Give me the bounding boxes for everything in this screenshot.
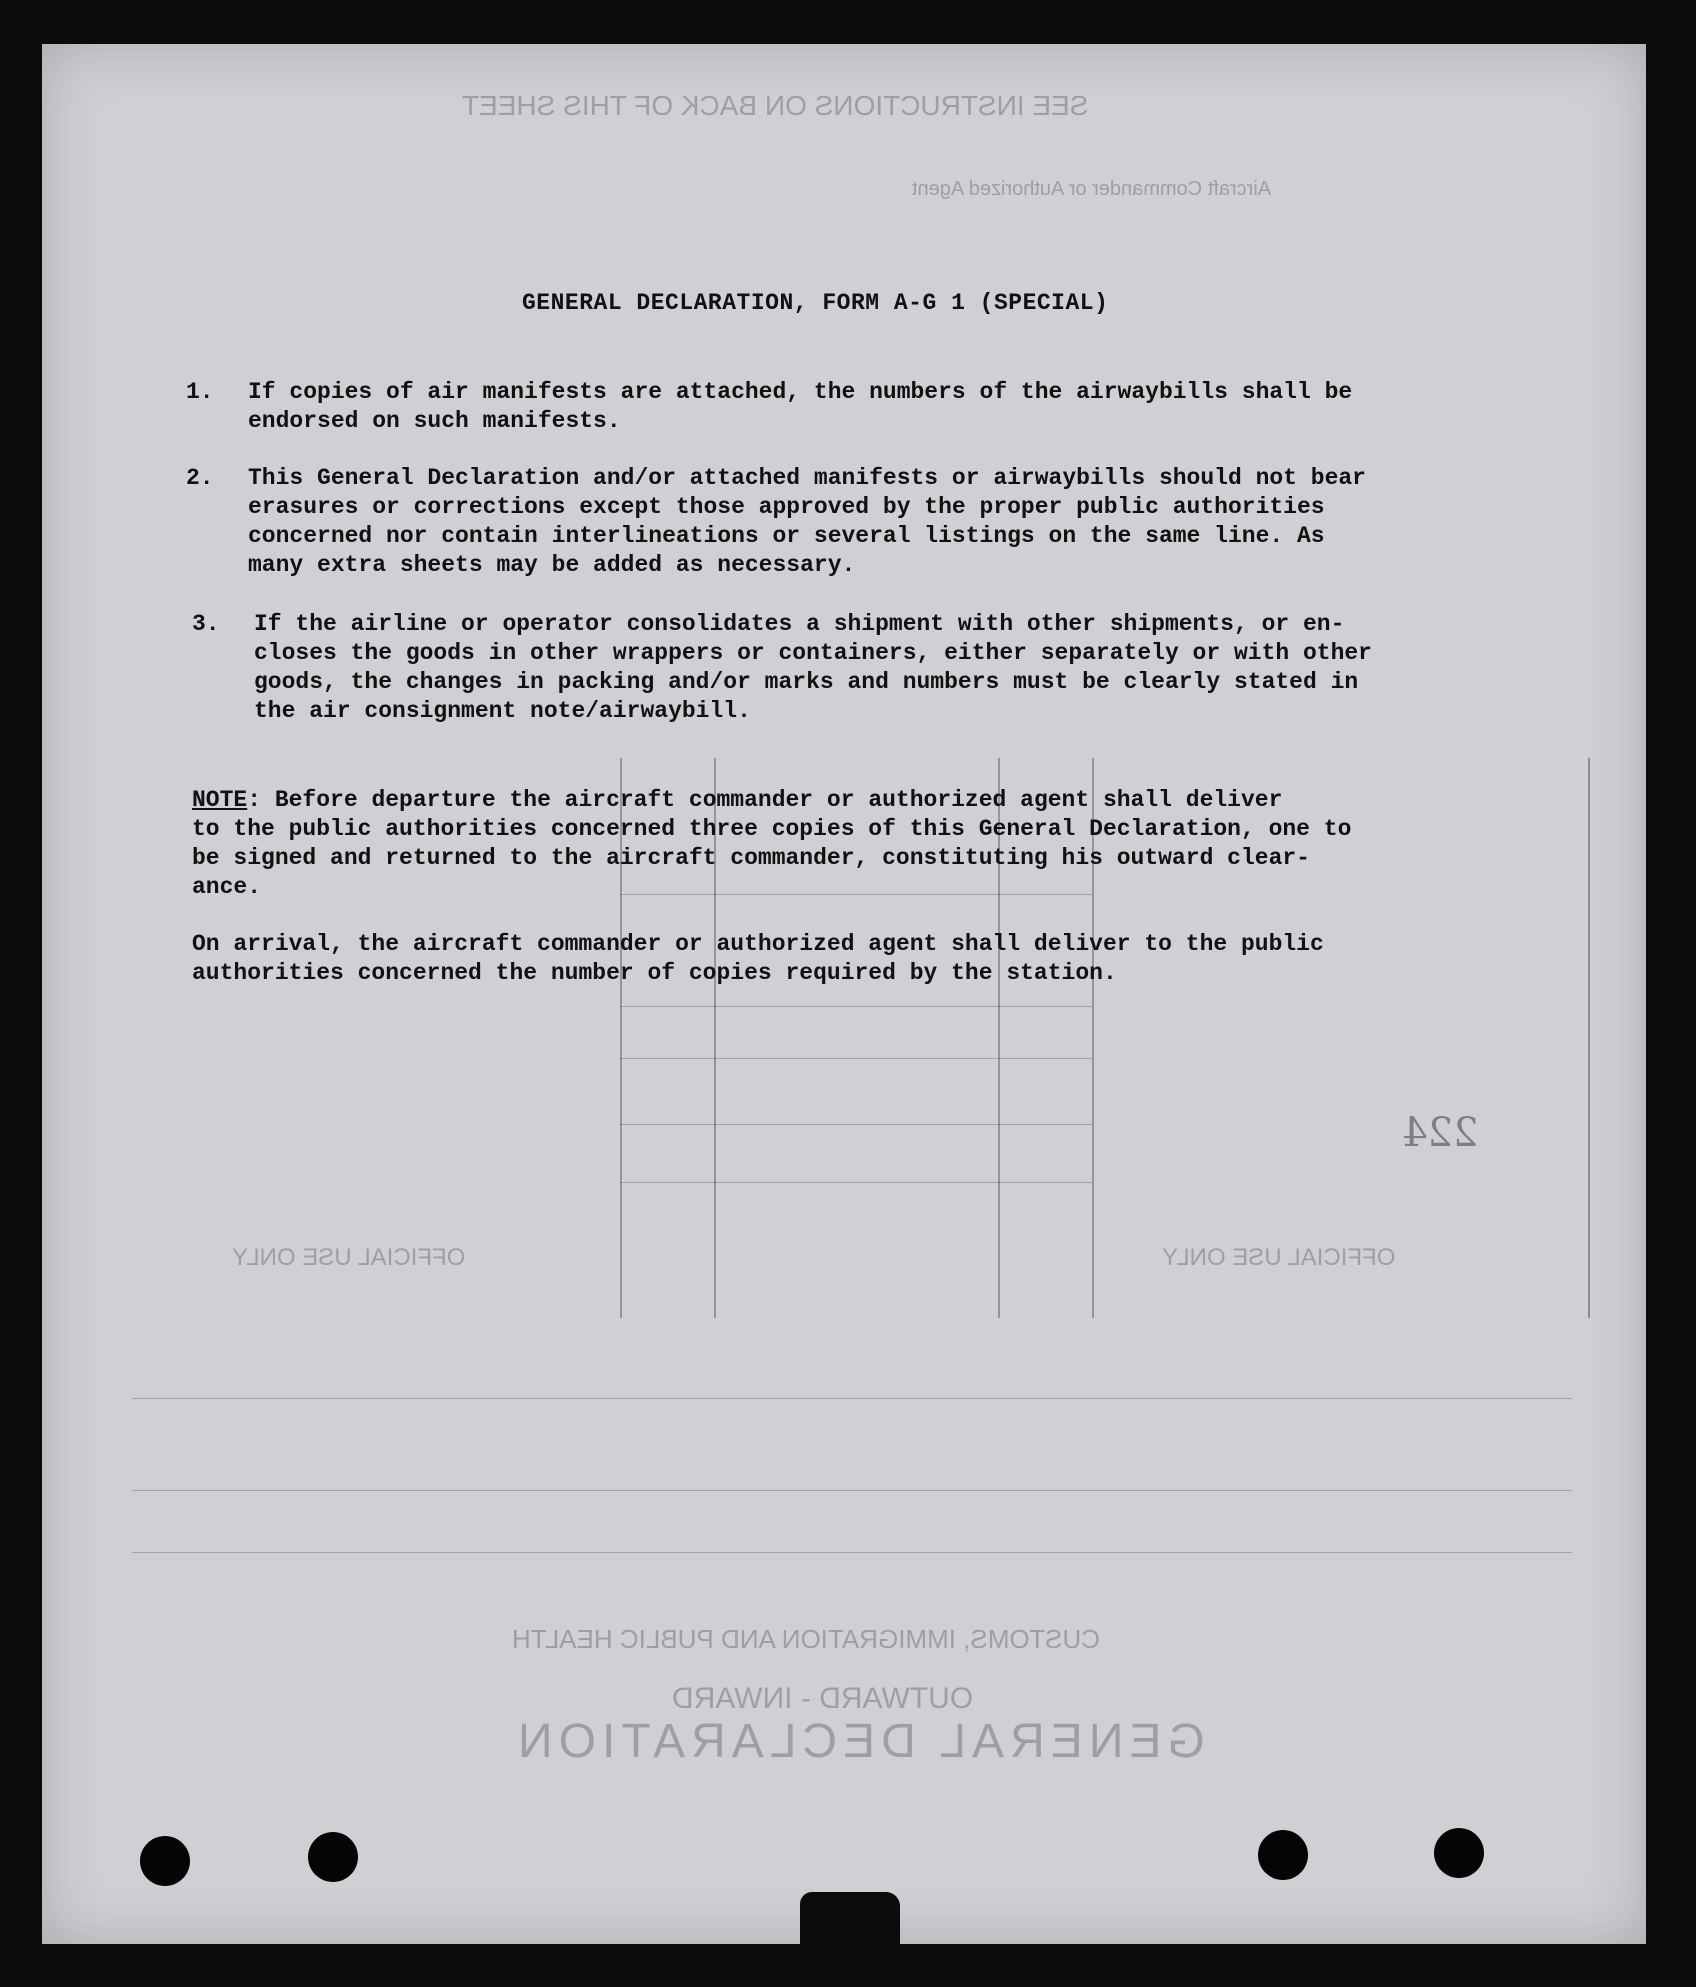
instruction-item-3 [192, 610, 1592, 730]
torn-edge [800, 1892, 900, 1987]
text-line: ance. [192, 874, 262, 900]
bleed-customs: CUSTOMS, IMMIGRATION AND PUBLIC HEALTH [512, 1624, 1100, 1654]
item-number: 3. [192, 611, 220, 637]
arrival-block [192, 930, 1510, 988]
bleed-rule [132, 1490, 1572, 1491]
text-line: endorsed on such manifests. [248, 408, 621, 434]
text-line: erasures or corrections except those approved by the proper public authorities [248, 494, 1325, 520]
text-line: many extra sheets may be added as necessary. [248, 552, 856, 578]
text-line: goods, the changes in packing and/or marks and numbers must be clearly stated in [254, 669, 1359, 695]
item-text [248, 378, 1508, 436]
bleed-rule [132, 1398, 1572, 1399]
text-line: If the airline or operator consolidates a shipment with other shipments, or en- [254, 611, 1345, 637]
note-label: NOTE [192, 787, 248, 813]
note-block [192, 786, 1510, 902]
bleed-signature: Aircraft Commander or Authorized Agent [912, 178, 1272, 200]
bleed-rule [620, 1058, 1092, 1059]
bleed-official-right: OFFICIAL USE ONLY [1162, 1244, 1396, 1271]
bleed-rule [132, 1552, 1572, 1553]
punch-hole [1434, 1828, 1484, 1878]
punch-hole [140, 1836, 190, 1886]
bleed-form-title: GENERAL DECLARATION [512, 1715, 1205, 1768]
punch-hole [308, 1832, 358, 1882]
bleed-rule [620, 1124, 1092, 1125]
item-text [254, 610, 1514, 726]
text-line: the air consignment note/airwaybill. [254, 698, 751, 724]
bleed-direction: OUTWARD - INWARD [672, 1682, 974, 1715]
bleed-official-left: OFFICIAL USE ONLY [232, 1244, 466, 1271]
instruction-item-2 [186, 464, 1586, 584]
note-first-line [192, 786, 1510, 815]
item-number: 1. [186, 379, 214, 405]
bleed-handwritten-number: 224 [1402, 1110, 1479, 1156]
document-sheet [42, 44, 1646, 1944]
text-line: be signed and returned to the aircraft commander, constituting his outward clear- [192, 845, 1310, 871]
text-line: concerned nor contain interlineations or several listings on the same line. As [248, 523, 1325, 549]
text-line: This General Declaration and/or attached manifests or airwaybills should not bear [248, 465, 1366, 491]
note-text: : Before departure the aircraft commander or authorized agent shall deliver [247, 787, 1283, 813]
text-line: closes the goods in other wrappers or containers, either separately or with other [254, 640, 1372, 666]
instruction-item-1 [186, 378, 1586, 438]
item-text [248, 464, 1508, 580]
item-number: 2. [186, 465, 214, 491]
text-line: If copies of air manifests are attached, the numbers of the airwaybills shall be [248, 379, 1353, 405]
bleed-header: SEE INSTRUCTIONS ON BACK OF THIS SHEET [462, 90, 1089, 121]
page-title: GENERAL DECLARATION, FORM A-G 1 (SPECIAL) [522, 290, 1109, 316]
punch-hole [1258, 1830, 1308, 1880]
text-line: to the public authorities concerned three copies of this General Declaration, one to [192, 816, 1352, 842]
text-line: On arrival, the aircraft commander or authorized agent shall deliver to the public [192, 931, 1324, 957]
text-line: authorities concerned the number of copies required by the station. [192, 960, 1117, 986]
bleed-rule [620, 1006, 1092, 1007]
bleed-rule [620, 1182, 1092, 1183]
